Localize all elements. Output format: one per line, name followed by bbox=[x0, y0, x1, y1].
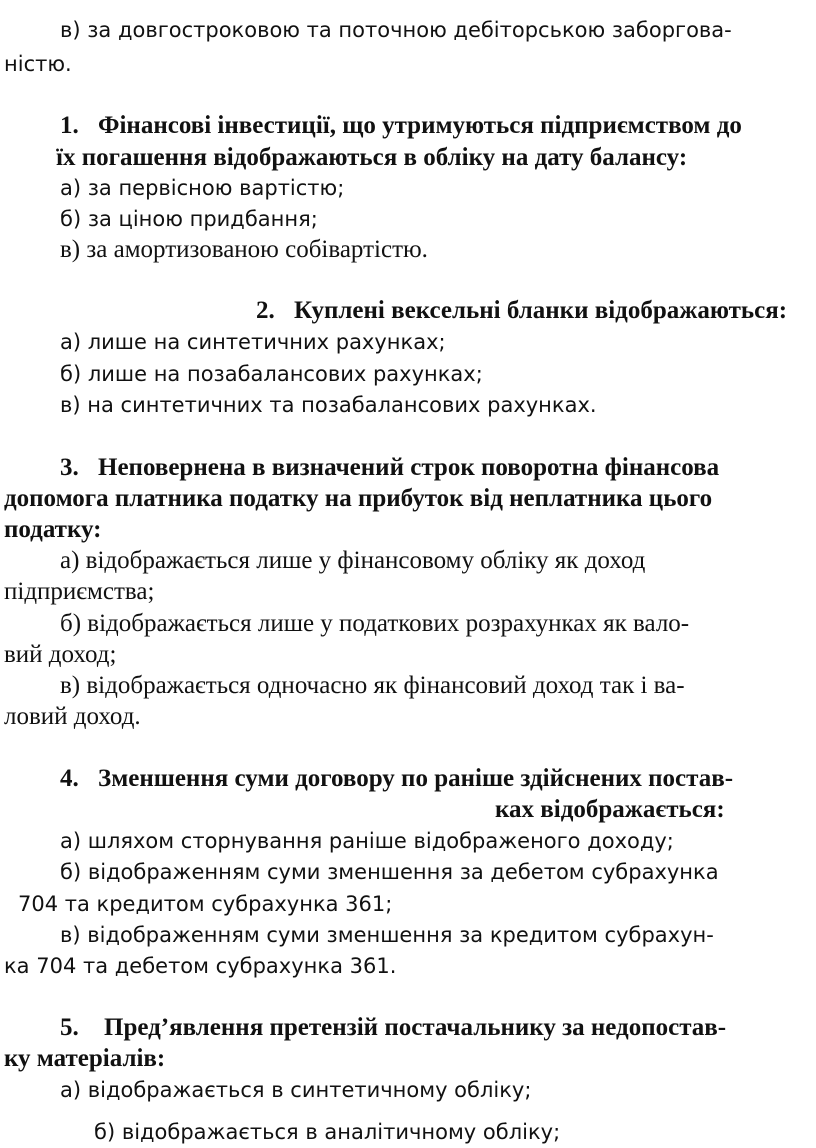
question-1-title-line-2: їх погашення відображаються в обліку на дату балансу: bbox=[56, 144, 688, 171]
question-3-option-a-line-2: підприємства; bbox=[4, 578, 155, 605]
question-4-option-a: а) шляхом сторнування раніше відображеного доходу; bbox=[60, 829, 674, 853]
question-3-option-c-line-2: ловий доход. bbox=[4, 703, 141, 730]
question-1-option-b: б) за ціною придбання; bbox=[60, 207, 318, 231]
question-5-number: 5. bbox=[60, 1014, 79, 1041]
intro-line-1: в) за довгостроковою та поточною дебіторською заборгова- bbox=[60, 18, 732, 42]
question-1-title-line-1: 1. Фінансові інвестиції, що утримуються підприємством до bbox=[60, 110, 742, 142]
question-3-option-b-line-1: б) відображається лише у податкових розрахунках як вало- bbox=[60, 610, 690, 637]
question-4-option-c-line-1: в) відображенням суми зменшення за кредитом субрахун- bbox=[60, 923, 714, 947]
intro-line-2: ністю. bbox=[4, 52, 72, 76]
question-3-option-b-line-2: вий доход; bbox=[4, 641, 117, 668]
question-4-option-c-line-2: ка 704 та дебетом субрахунка 361. bbox=[4, 954, 397, 978]
question-2-title: 2. Куплені вексельні бланки відображаються: bbox=[256, 295, 787, 327]
question-3-title-line-1: 3. Неповернена в визначений строк поворотна фінансова bbox=[60, 452, 719, 484]
question-5-option-a: а) відображається в синтетичному обліку; bbox=[60, 1078, 532, 1102]
question-3-number: 3. bbox=[60, 454, 79, 481]
question-3-title-line-2: допомога платника податку на прибуток від неплатника цього bbox=[4, 485, 713, 512]
question-4-number: 4. bbox=[60, 765, 79, 792]
question-5-title-line-2: ку матеріалів: bbox=[4, 1045, 166, 1072]
question-4-option-b-line-2: 704 та кредитом субрахунка 361; bbox=[18, 892, 393, 916]
question-4-title-line-1: 4. Зменшення суми договору по раніше здійснених постав- bbox=[60, 763, 733, 795]
question-2-option-a: а) лише на синтетичних рахунках; bbox=[60, 330, 446, 354]
question-1-option-a: а) за первісною вартістю; bbox=[60, 176, 345, 200]
question-2-option-c: в) на синтетичних та позабалансових рахунках. bbox=[60, 393, 597, 417]
question-5-title-line-1: 5. Пред’явлення претензій постачальнику за недопостав- bbox=[60, 1012, 726, 1044]
question-4-option-b-line-1: б) відображенням суми зменшення за дебетом субрахунка bbox=[60, 860, 719, 884]
question-1-number: 1. bbox=[60, 112, 79, 139]
question-1-option-c: в) за амортизованою собівартістю. bbox=[60, 236, 428, 263]
question-2-number: 2. bbox=[256, 297, 275, 324]
question-3-title-line-3: податку: bbox=[4, 516, 102, 543]
question-2-option-b: б) лише на позабалансових рахунках; bbox=[60, 362, 483, 386]
question-3-option-c-line-1: в) відображається одночасно як фінансовий доход так і ва- bbox=[60, 672, 685, 699]
question-4-title-line-2: ках відображається: bbox=[495, 796, 725, 823]
question-3-option-a-line-1: а) відображається лише у фінансовому обліку як доход bbox=[60, 547, 646, 574]
question-5-option-b: б) відображається в аналітичному обліку; bbox=[94, 1120, 561, 1144]
